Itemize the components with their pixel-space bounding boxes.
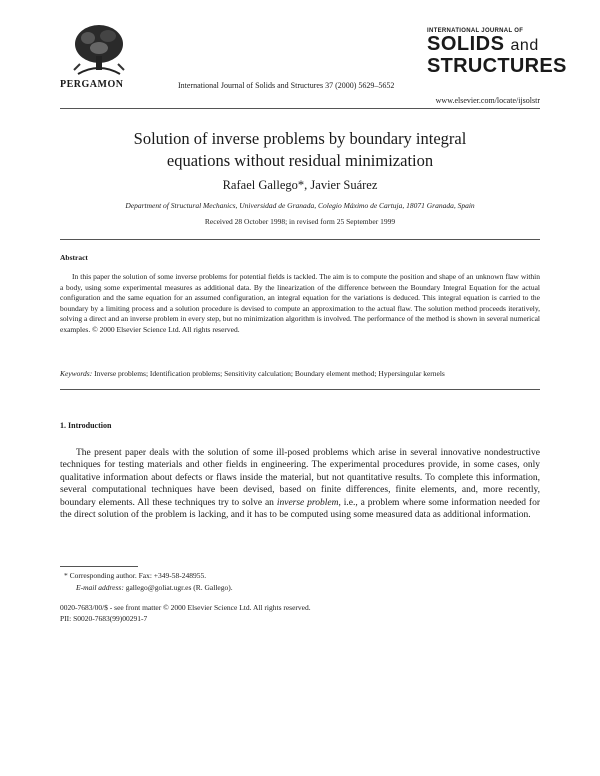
journal-citation: International Journal of Solids and Structures 37 (2000) 5629–5652 [178, 81, 395, 90]
publisher-logo [60, 22, 138, 90]
brand-solids-text: SOLIDS [427, 33, 505, 55]
author-list: Rafael Gallego*, Javier Suárez [222, 178, 378, 192]
affiliation: Department of Structural Mechanics, Universidad de Granada, Colegio Máximo de Cartuja, 18071 Granada, Spain [125, 201, 475, 210]
title-line-2: equations without residual minimization [166, 151, 434, 170]
intro-text-end: , i.e., a problem where some information needed for the direct solution of the problem is lacking, and it has to be computed using some measured data as additional information. [60, 497, 541, 521]
received-dates: Received 28 October 1998; in revised form 25 September 1999 [204, 217, 396, 226]
intro-text-italic: inverse problem [276, 497, 339, 508]
publisher-name: PERGAMON [60, 79, 124, 90]
email-note [60, 583, 233, 592]
intro-text-start: The present paper deals with the solution of some ill-posed problems which arise in several innovative nondestructive techniques for testing materials and other fields in engineering. The experimental procedures provide, in some cases, only qualitative information about defects or flaws inside the material, but not quantitative results. To complete this information, several computational techniques have been devised, based on finite differences, finite elements, and, more recently, boundary elements. All these techniques try to solve an [60, 448, 540, 508]
tree-emblem-icon [68, 22, 130, 78]
section-heading-introduction: 1. Introduction [60, 421, 112, 430]
brand-top-text: INTERNATIONAL JOURNAL OF [427, 28, 524, 34]
abstract-bottom-divider [60, 389, 540, 390]
article-title [60, 128, 540, 172]
brand-and-text: and [510, 37, 539, 54]
corresponding-author-note: * Corresponding author. Fax: +349-58-248955. [64, 571, 207, 580]
footnote-divider [60, 566, 138, 567]
abstract-top-divider [60, 239, 540, 240]
email-label: E-mail address: [76, 583, 124, 592]
keywords-list: Inverse problems; Identification problems; Sensitivity calculation; Boundary element method; Hypersingular kernels [94, 369, 445, 378]
introduction-paragraph [60, 447, 540, 521]
abstract-heading: Abstract [60, 253, 88, 262]
journal-url[interactable]: www.elsevier.com/locate/ijsolstr [435, 96, 540, 105]
keywords-label: Keywords: [60, 369, 93, 378]
journal-brand-logo [427, 28, 567, 77]
title-line-1: Solution of inverse problems by boundary integral [133, 129, 467, 148]
header-divider [60, 108, 540, 109]
keywords-line [60, 369, 540, 378]
abstract-text: In this paper the solution of some inverse problems for potential fields is tackled. The aim is to compute the position and shape of an unknown flaw within a body, using some experimental measures as additional data. By the linearization of the difference between the Boundary Integral Equation for the actual configuration and the same equation for an assumed configuration, an integral equation for the variations is deduced. This integral equation is carried to the boundary by a limiting process and a solution procedure is devised to compute an approximation to the actual flaw. The solution method proceeds iteratively, solving a direct and an inverse problem in every step, but no minimization algorithm is involved. The performance of the method is shown in several numerical examples. © 2000 Elsevier Science Ltd. All rights reserved. [60, 272, 540, 334]
pii-line: PII: S0020-7683(99)00291-7 [60, 614, 148, 623]
email-address[interactable]: gallego@goliat.ugr.es (R. Gallego). [125, 583, 233, 592]
brand-structures-text: STRUCTURES [427, 55, 567, 77]
copyright-line: 0020-7683/00/$ - see front matter © 2000 Elsevier Science Ltd. All rights reserved. [60, 603, 311, 612]
